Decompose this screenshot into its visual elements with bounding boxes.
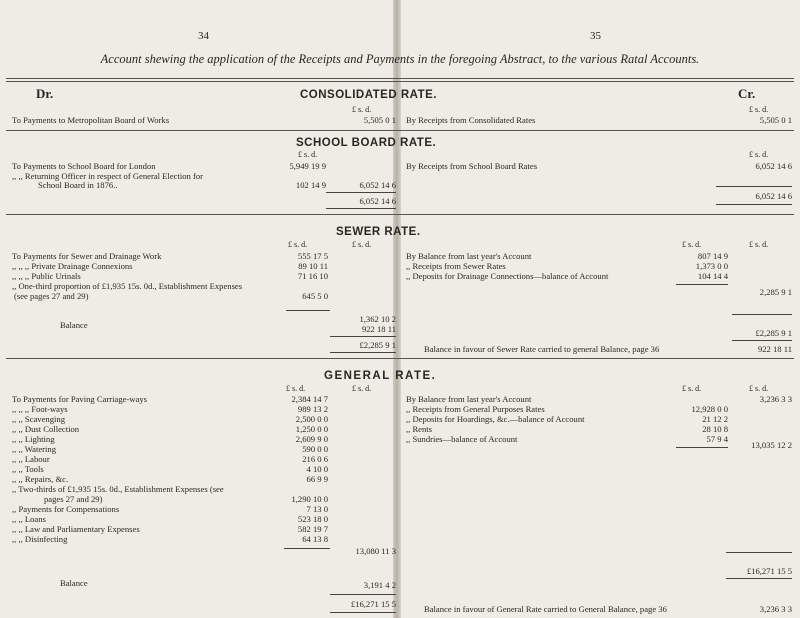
general-left-amount: 4 10 0	[306, 464, 328, 474]
general-left-amount: 2,500 0 0	[295, 414, 328, 424]
general-right-subtotal: 13,035 12 2	[751, 440, 792, 450]
sewer-carried-amount: 922 18 11	[757, 344, 792, 354]
rule	[330, 352, 396, 353]
sewer-left-line: ,, ,, ,, Public Urinals	[12, 271, 81, 281]
lsd-header: £ s. d.	[352, 105, 372, 114]
sewer-left-line: To Payments for Sewer and Drainage Work	[12, 251, 162, 261]
sewer-right-line: By Balance from last year's Account	[406, 251, 532, 261]
general-balance: 3,191 4 2	[363, 580, 396, 590]
general-left-line: ,, ,, Disinfecting	[12, 534, 68, 544]
general-left-amount: 989 13 2	[297, 404, 328, 414]
consolidated-left-label: To Payments to Metropolitan Board of Works	[12, 115, 170, 125]
sewer-left-amount: 89 10 11	[298, 261, 328, 271]
general-left-line: ,, Two-thirds of £1,935 15s. 0d., Establishment Expenses (see	[12, 484, 224, 494]
general-heading: GENERAL RATE.	[324, 370, 437, 382]
school-right-amount: 6,052 14 6	[755, 161, 792, 171]
lsd-header: £ s. d.	[682, 384, 702, 393]
lsd-header: £ s. d.	[352, 240, 372, 249]
sewer-right-total: £2,285 9 1	[755, 328, 792, 338]
school-left-subtotal: 6,052 14 6	[359, 180, 396, 190]
sewer-right-amount: 1,373 0 0	[695, 261, 728, 271]
general-left-line: pages 27 and 29)	[44, 494, 103, 504]
sewer-right-line: ,, Deposits for Drainage Connections—balance of Account	[406, 271, 609, 281]
rule	[732, 314, 792, 315]
general-left-amount: 582 19 7	[297, 524, 328, 534]
general-right-line: ,, Deposits for Hoardings, &c.—balance of Account	[406, 414, 585, 424]
general-left-line: ,, ,, Scavenging	[12, 414, 65, 424]
general-left-amount: 523 18 0	[297, 514, 328, 524]
cr-label: Cr.	[738, 86, 756, 101]
general-left-line: ,, ,, Tools	[12, 464, 44, 474]
lsd-header: £ s. d.	[352, 384, 372, 393]
general-left-line: ,, ,, Watering	[12, 444, 57, 454]
general-right-line: ,, Sundries—balance of Account	[406, 434, 518, 444]
rule	[6, 214, 794, 215]
sewer-left-line: (see pages 27 and 29)	[14, 291, 89, 301]
sewer-balance-label: Balance	[60, 320, 88, 330]
general-left-line: ,, ,, Labour	[12, 454, 50, 464]
lsd-header: £ s. d.	[749, 105, 769, 114]
page-number-right: 35	[590, 30, 601, 42]
general-carried-amount: 3,236 3 3	[759, 604, 792, 614]
sewer-left-amount: 645 5 0	[302, 291, 328, 301]
school-right-line: By Receipts from School Board Rates	[406, 161, 538, 171]
general-left-amount: 2,609 9 0	[295, 434, 328, 444]
rule	[330, 612, 396, 613]
rule	[726, 552, 792, 553]
sewer-right-amount: 104 14 4	[697, 271, 728, 281]
general-right-total: £16,271 15 5	[746, 566, 792, 576]
rule	[732, 340, 792, 341]
rule	[6, 130, 794, 131]
general-left-amount: 1,250 0 0	[295, 424, 328, 434]
school-left-line: ,, ,, Returning Officer in respect of General Election for	[12, 171, 203, 181]
general-left-line: ,, ,, Loans	[12, 514, 46, 524]
general-right-first: 3,236 3 3	[759, 394, 792, 404]
page-title: Account shewing the application of the Receipts and Payments in the foregoing Abstract, to the various Ratal Accounts.	[100, 52, 700, 66]
lsd-header: £ s. d.	[288, 240, 308, 249]
general-left-line: ,, ,, ,, Foot-ways	[12, 404, 68, 414]
general-right-amount: 21 12 2	[702, 414, 728, 424]
school-left-total: 6,052 14 6	[359, 196, 396, 206]
rule	[716, 186, 792, 187]
sewer-left-subtotal: 1,362 10 2	[359, 314, 396, 324]
school-left-line: School Board in 1876..	[38, 180, 118, 190]
general-balance-label: Balance	[60, 578, 88, 588]
sewer-left-total: £2,285 9 1	[359, 340, 396, 350]
header-rule	[6, 78, 794, 82]
lsd-header: £ s. d.	[749, 150, 769, 159]
sewer-balance: 922 18 11	[361, 324, 396, 334]
page-number-left: 34	[198, 30, 209, 42]
school-left-line: To Payments to School Board for London	[12, 161, 156, 171]
school-heading: SCHOOL BOARD RATE.	[296, 137, 437, 149]
lsd-header: £ s. d.	[286, 384, 306, 393]
general-left-line: ,, ,, Lighting	[12, 434, 55, 444]
general-left-amount: 590 0 0	[302, 444, 328, 454]
general-left-amount: 1,290 10 0	[291, 494, 328, 504]
sewer-left-amount: 71 16 10	[297, 271, 328, 281]
general-left-amount: 2,384 14 7	[291, 394, 328, 404]
consolidated-right-label: By Receipts from Consolidated Rates	[406, 115, 536, 125]
school-left-amount: 102 14 9	[295, 180, 326, 190]
general-left-amount: 66 9 9	[306, 474, 328, 484]
school-left-amount: 5,949 19 9	[289, 161, 326, 171]
rule	[6, 358, 794, 359]
general-left-line: To Payments for Paving Carriage-ways	[12, 394, 147, 404]
rule	[716, 204, 792, 205]
sewer-carried-label: Balance in favour of Sewer Rate carried to general Balance, page 36	[424, 344, 660, 354]
sewer-left-amount: 555 17 5	[297, 251, 328, 261]
general-left-subtotal: 13,080 11 3	[355, 546, 396, 556]
rule	[326, 192, 396, 193]
general-left-line: ,, Payments for Compensations	[12, 504, 120, 514]
consolidated-right-amount: 5,505 0 1	[759, 115, 792, 125]
general-right-amount: 28 10 8	[702, 424, 728, 434]
sewer-heading: SEWER RATE.	[336, 226, 421, 238]
school-right-total: 6,052 14 6	[755, 191, 792, 201]
general-right-line: ,, Receipts from General Purposes Rates	[406, 404, 545, 414]
general-left-amount: 216 0 6	[302, 454, 328, 464]
rule	[326, 208, 396, 209]
rule	[676, 284, 728, 285]
lsd-header: £ s. d.	[682, 240, 702, 249]
general-left-line: ,, ,, Dust Collection	[12, 424, 80, 434]
general-left-line: ,, ,, Law and Parliamentary Expenses	[12, 524, 140, 534]
lsd-header: £ s. d.	[298, 150, 318, 159]
lsd-header: £ s. d.	[749, 384, 769, 393]
dr-label: Dr.	[36, 86, 54, 101]
general-right-amount: 57 9 4	[706, 434, 728, 444]
sewer-right-amount: 807 14 9	[697, 251, 728, 261]
consolidated-heading: CONSOLIDATED RATE.	[300, 89, 437, 101]
sewer-left-line: ,, ,, ,, Private Drainage Connexions	[12, 261, 133, 271]
general-left-amount: 7 13 0	[306, 504, 328, 514]
rule	[726, 578, 792, 579]
sewer-right-subtotal: 2,285 9 1	[759, 287, 792, 297]
rule	[330, 594, 396, 595]
general-carried-label: Balance in favour of General Rate carried to General Balance, page 36	[424, 604, 667, 614]
rule	[286, 310, 330, 311]
general-left-amount: 64 13 8	[302, 534, 328, 544]
general-right-line: By Balance from last year's Account	[406, 394, 532, 404]
general-left-line: ,, ,, Repairs, &c.	[12, 474, 69, 484]
general-right-line: ,, Rents	[406, 424, 433, 434]
sewer-right-line: ,, Receipts from Sewer Rates	[406, 261, 506, 271]
lsd-header: £ s. d.	[749, 240, 769, 249]
consolidated-left-amount: 5,505 0 1	[363, 115, 396, 125]
rule	[330, 336, 396, 337]
general-left-total: £16,271 15 5	[350, 599, 396, 609]
general-right-amount: 12,928 0 0	[691, 404, 728, 414]
sewer-left-line: ,, One-third proportion of £1,935 15s. 0d., Establishment Expenses	[12, 281, 243, 291]
